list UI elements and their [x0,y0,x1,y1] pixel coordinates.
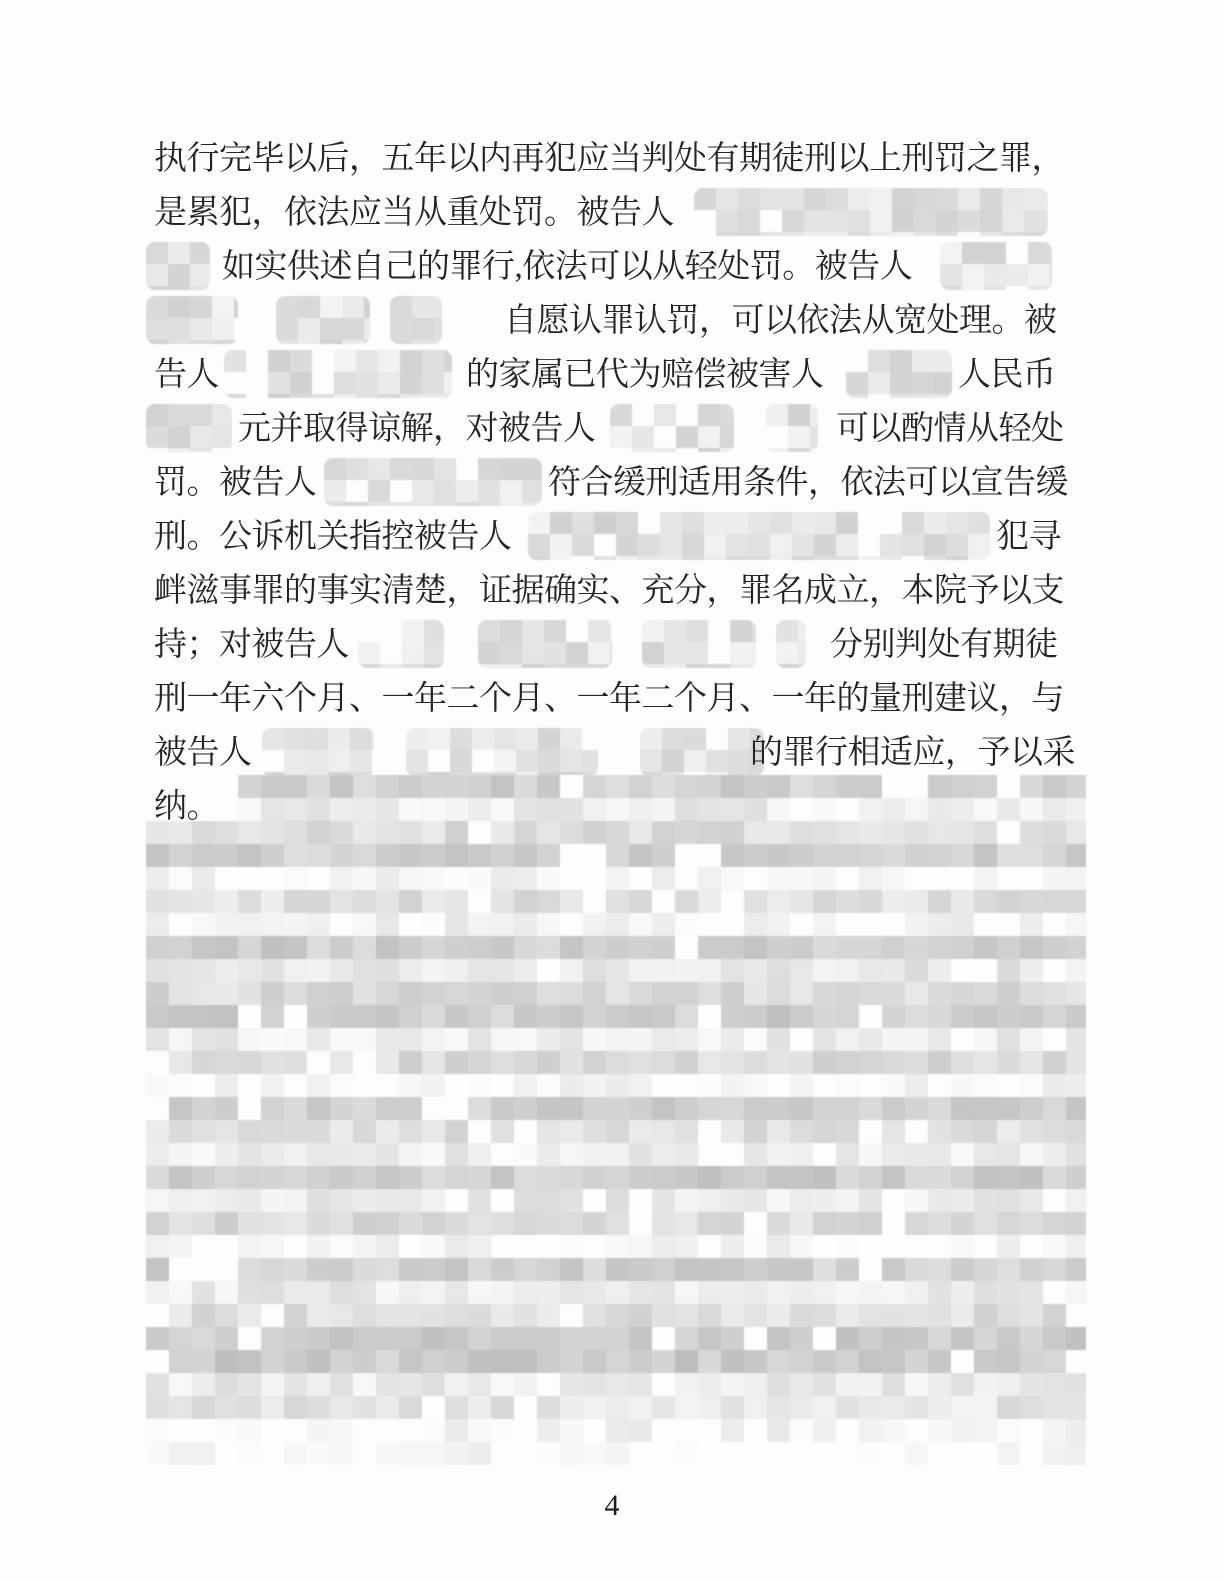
text-line-9 [0,564,1224,618]
inline-redaction-mosaic [324,458,542,506]
line-5-text: 人民币 [958,357,1056,393]
inline-redaction-mosaic [262,728,374,776]
text-line-8 [0,510,1224,564]
inline-redaction-mosaic [406,728,598,776]
inline-redaction-mosaic [776,620,806,668]
line-1-text: 执行完毕以后，五年以内再犯应当判处有期徒刑以上刑罚之罪， [154,141,1064,177]
inline-redaction-mosaic [478,620,612,668]
text-line-11 [0,672,1224,726]
line-12-text: 的罪行相适应，予以采 [750,735,1075,771]
text-line-5 [0,348,1224,402]
inline-redaction-mosaic [224,350,452,398]
line-12-text: 被告人 [154,735,252,771]
inline-redaction-mosaic [694,188,1048,236]
line-4-text: 自愿认罪认罚，可以依法从宽处理。被 [504,303,1057,339]
text-line-1 [0,132,1224,186]
line-11-text: 刑一年六个月、一年二个月、一年二个月、一年的量刑建议，与 [154,681,1064,717]
line-7-text: 符合缓刑适用条件，依法可以宣告缓 [548,465,1068,501]
inline-redaction-mosaic [642,620,756,668]
text-line-4 [0,294,1224,348]
text-line-6 [0,402,1224,456]
line-6-text: 可以酌情从轻处 [836,411,1064,447]
text-line-2 [0,186,1224,240]
line-10-text: 持；对被告人 [154,627,349,663]
inline-redaction-mosaic [846,350,952,398]
inline-redaction-mosaic [390,296,442,344]
line-5-text: 告人 [154,357,219,393]
line-2-text: 是累犯，依法应当从重处罚。被告人 [154,195,674,231]
line-10-text: 分别判处有期徒 [830,627,1058,663]
inline-redaction-mosaic [766,404,818,452]
inline-redaction-mosaic [276,296,370,344]
inline-redaction-mosaic [528,512,990,560]
line-8-text: 犯寻 [996,519,1061,555]
inline-redaction-mosaic [146,242,210,290]
inline-redaction-mosaic [640,728,764,776]
page-number: 4 [604,1489,620,1522]
line-5-text: 的家属已代为赔偿被害人 [466,357,824,393]
inline-redaction-mosaic [146,404,232,452]
inline-redaction-mosaic [940,242,1052,290]
line-9-text: 衅滋事罪的事实清楚，证据确实、充分，罪名成立，本院予以支 [154,573,1064,609]
text-line-10 [0,618,1224,672]
text-line-3 [0,240,1224,294]
text-line-12 [0,726,1224,780]
redacted-paragraphs-mosaic [146,775,1086,1465]
line-3-text: 如实供述自己的罪行,依法可以从轻处罚。被告人 [222,249,913,285]
inline-redaction-mosaic [358,620,444,668]
inline-redaction-mosaic [610,404,734,452]
text-line-7 [0,456,1224,510]
line-6-text: 元并取得谅解，对被告人 [238,411,596,447]
line-7-text: 罚。被告人 [154,465,317,501]
inline-redaction-mosaic [146,296,238,344]
line-8-text: 刑。公诉机关指控被告人 [154,519,512,555]
